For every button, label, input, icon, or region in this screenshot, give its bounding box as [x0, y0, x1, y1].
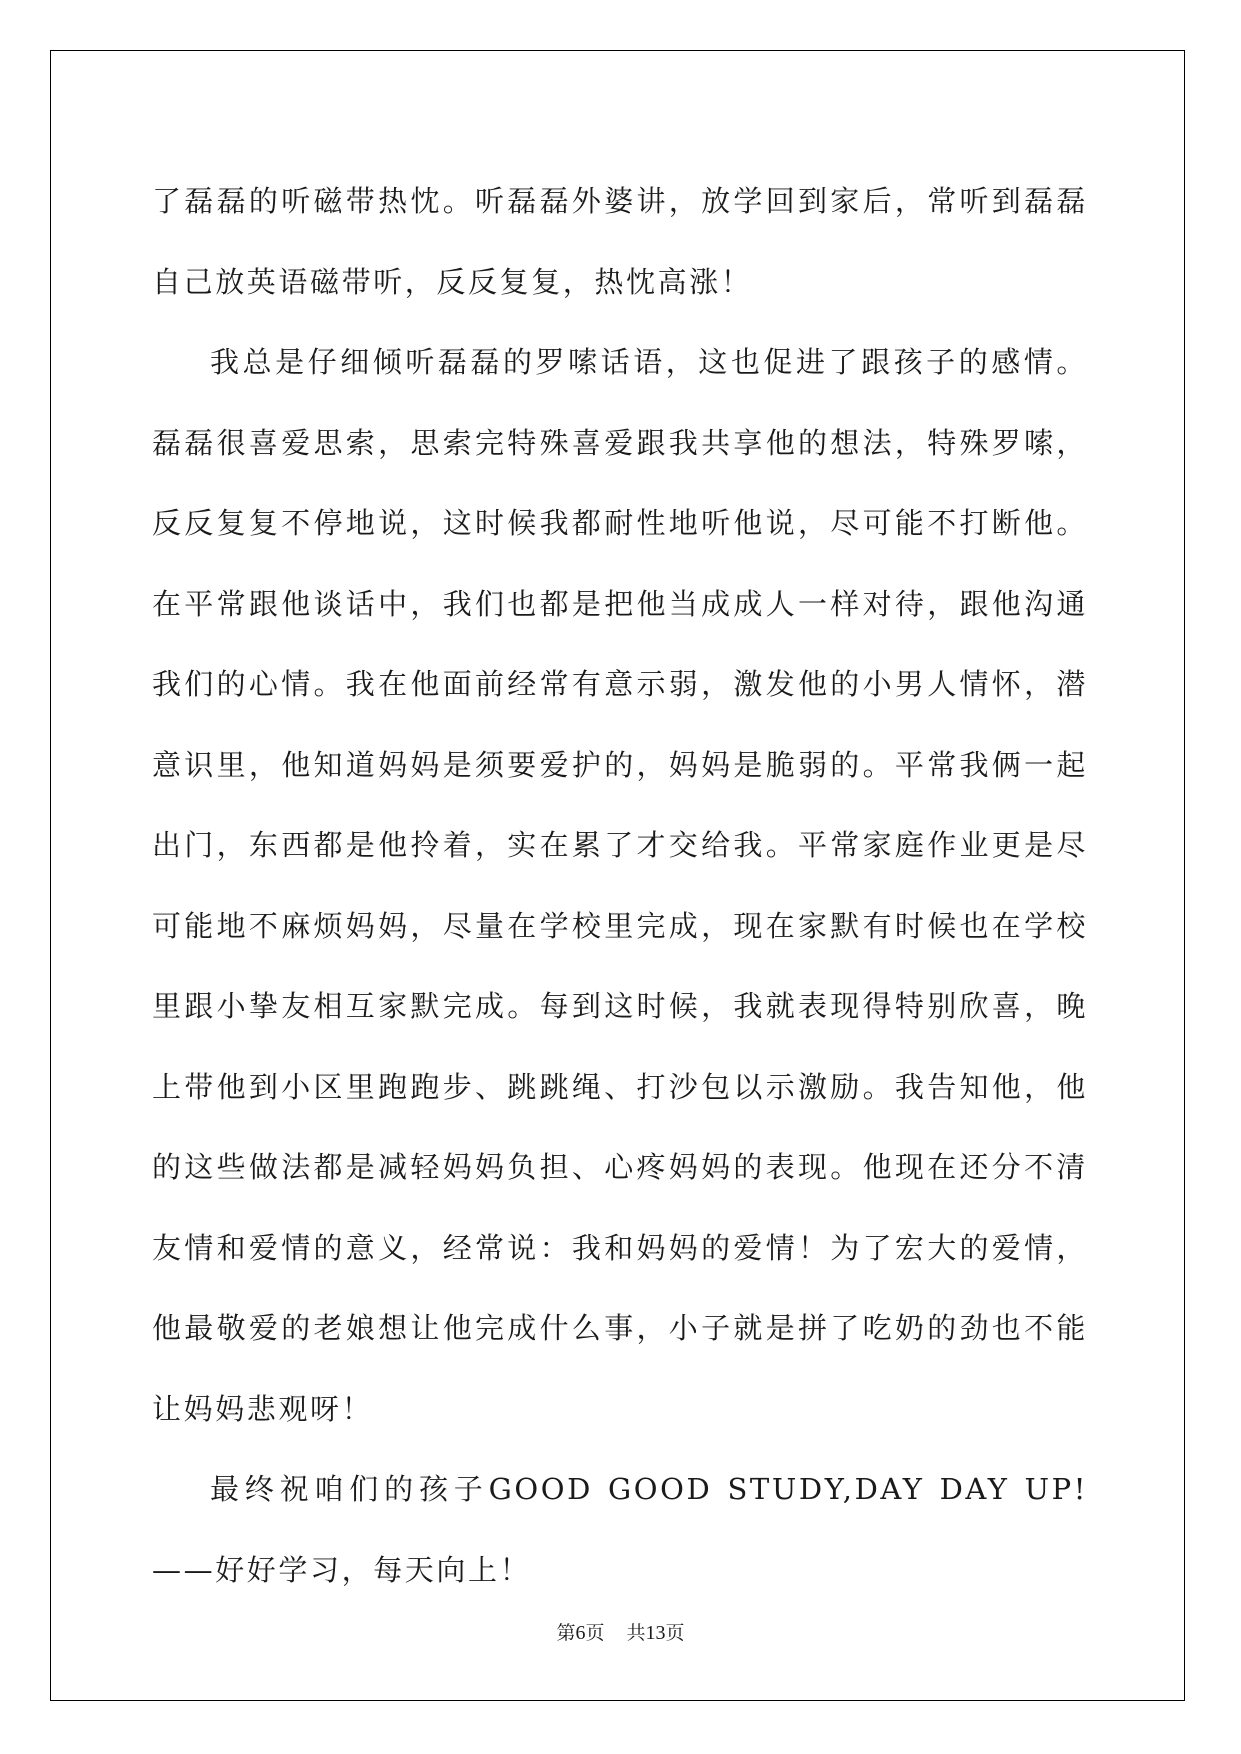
page-suffix: 页	[585, 1622, 605, 1644]
page-number: 6	[575, 1622, 586, 1644]
total-suffix: 页	[665, 1622, 685, 1644]
document-body	[152, 161, 1088, 1610]
paragraph-continued: 了磊磊的听磁带热忱。听磊磊外婆讲，放学回到家后，常听到磊磊自己放英语磁带听，反反复复，热忱高涨！	[152, 184, 1088, 299]
paragraph-closing: 最终祝咱们的孩子GOOD GOOD STUDY,DAY DAY UP!——好好学习，每天向上！	[152, 1472, 1088, 1587]
page-prefix: 第	[556, 1622, 576, 1644]
total-prefix: 共	[626, 1622, 646, 1644]
page-footer	[0, 1618, 1241, 1645]
total-pages: 13	[645, 1622, 666, 1644]
paragraph: 我总是仔细倾听磊磊的罗嗦话语，这也促进了跟孩子的感情。磊磊很喜爱思索，思索完特殊喜爱跟我共享他的想法，特殊罗嗦，反反复复不停地说，这时候我都耐性地听他说，尽可能不打断他。在平常跟他谈话中，我们也都是把他当成成人一样对待，跟他沟通我们的心情。我在他面前经常有意示弱，激发他的小男人情怀，潜意识里，他知道妈妈是须要爱护的，妈妈是脆弱的。平常我俩一起出门，东西都是他拎着，实在累了才交给我。平常家庭作业更是尽可能地不麻烦妈妈，尽量在学校里完成，现在家默有时候也在学校里跟小挚友相互家默完成。每到这时候，我就表现得特别欣喜，晚上带他到小区里跑跑步、跳跳绳、打沙包以示激励。我告知他，他的这些做法都是减轻妈妈负担、心疼妈妈的表现。他现在还分不清友情和爱情的意义，经常说：我和妈妈的爱情！为了宏大的爱情，他最敬爱的老娘想让他完成什么事，小子就是拼了吃奶的劲也不能让妈妈悲观呀！	[152, 345, 1088, 1426]
